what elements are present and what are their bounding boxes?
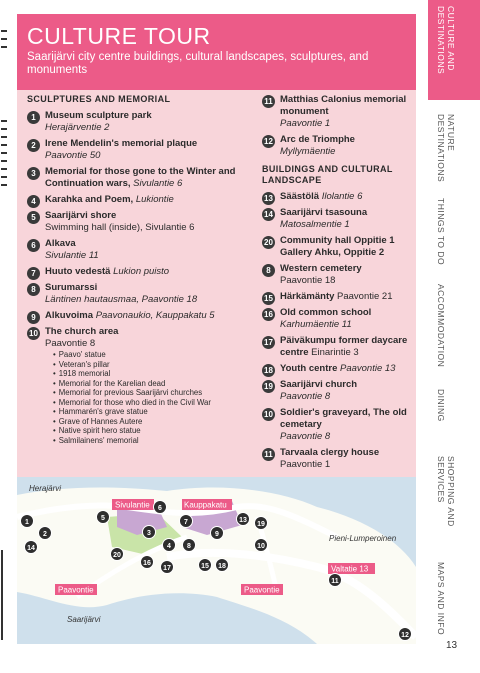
item-name: Saarijärvi church bbox=[280, 379, 358, 390]
tab-nature-destinations[interactable] bbox=[428, 108, 480, 196]
list-item bbox=[262, 447, 414, 471]
marker-number: 6 bbox=[27, 239, 40, 252]
map-label-pieni-lumperoinen: Pieni-Lumperoinen bbox=[329, 534, 397, 543]
tab-label: CULTURE AND DESTINATIONS bbox=[436, 6, 456, 75]
map-marker-label: 19 bbox=[257, 520, 265, 528]
page-number: 13 bbox=[446, 640, 458, 651]
item-name: Memorial for those gone to the Winter and Continuation wars, bbox=[45, 166, 236, 189]
marker-number: 5 bbox=[27, 211, 40, 224]
item-name: Karahka and Poem, bbox=[45, 194, 134, 205]
item-address: Paavontie 1 bbox=[280, 459, 331, 470]
map-marker-label: 2 bbox=[43, 530, 47, 538]
item-name: Härkämänty bbox=[280, 291, 335, 302]
tab-label: MAPS AND INFO bbox=[436, 562, 446, 636]
item-name: Youth centre bbox=[280, 363, 338, 374]
map-label-saarijarvi: Saarijärvi bbox=[67, 615, 101, 624]
item-name: The church area bbox=[45, 326, 119, 337]
item-address: Einarintie 3 bbox=[311, 347, 359, 358]
item-name: Arc de Triomphe bbox=[280, 134, 355, 145]
marker-number: 11 bbox=[262, 448, 275, 461]
tab-accommodation[interactable] bbox=[428, 278, 480, 378]
list-item bbox=[262, 263, 414, 287]
buildings-column bbox=[262, 94, 414, 475]
tab-label: DINING bbox=[436, 389, 446, 422]
item-name: Alkava bbox=[45, 238, 76, 249]
tab-things-to-do[interactable] bbox=[428, 192, 480, 272]
marker-number: 20 bbox=[262, 236, 275, 249]
page-title: CULTURE TOUR bbox=[27, 23, 211, 49]
item-address: Paavontie 13 bbox=[340, 363, 396, 374]
marker-number: 12 bbox=[262, 135, 275, 148]
tab-label: ACCOMMODATION bbox=[436, 284, 446, 368]
item-address: Paavonaukio, Kauppakatu 5 bbox=[95, 310, 215, 321]
item-name: Saarijärvi shore bbox=[45, 210, 117, 221]
list-item bbox=[262, 291, 414, 303]
item-address: Matosalmentie 1 bbox=[280, 219, 350, 230]
page-subtitle: Saarijärvi city centre buildings, cultural landscapes, sculptures, and monuments bbox=[27, 51, 369, 76]
list-item bbox=[27, 238, 259, 262]
marker-number: 2 bbox=[27, 139, 40, 152]
left-edge-marks bbox=[0, 30, 14, 630]
map-marker-label: 8 bbox=[187, 542, 191, 550]
list-item bbox=[27, 138, 259, 162]
item-name: Huuto vedestä bbox=[45, 266, 111, 277]
list-item bbox=[262, 335, 414, 359]
map-marker-label: 17 bbox=[163, 564, 171, 572]
side-navigation bbox=[428, 0, 480, 673]
culture-tour-panel bbox=[17, 14, 416, 644]
item-name: Säästölä bbox=[280, 191, 320, 202]
item-name: Irene Mendelin's memorial plaque bbox=[45, 138, 198, 149]
bullet-item: • Memorial for those who died in the Civil War bbox=[53, 398, 259, 408]
marker-number: 10 bbox=[262, 408, 275, 421]
map-marker-label: 7 bbox=[184, 518, 188, 526]
item-address: Paavontie 8 bbox=[280, 431, 331, 442]
marker-number: 1 bbox=[27, 111, 40, 124]
bullet-item: • Native spirit hero statue bbox=[53, 426, 259, 436]
map-marker-label: 20 bbox=[113, 551, 121, 559]
list-item bbox=[262, 363, 414, 375]
sculptures-column bbox=[27, 94, 259, 449]
tab-maps-and-info[interactable] bbox=[428, 556, 480, 636]
map-marker-label: 14 bbox=[27, 544, 35, 552]
item-address: Läntinen hautausmaa, Paavontie 18 bbox=[45, 294, 198, 305]
map-marker-label: 9 bbox=[215, 530, 219, 538]
marker-number: 9 bbox=[27, 311, 40, 324]
item-address: Paavontie 8 bbox=[45, 338, 96, 349]
list-item bbox=[27, 110, 259, 134]
road-tag-sivulantie: Sivulantie bbox=[115, 500, 150, 510]
item-address: Myllymäentie bbox=[280, 146, 336, 157]
map-marker-label: 11 bbox=[331, 577, 339, 585]
map-marker-label: 1 bbox=[25, 518, 29, 526]
bullet-item: • Salmilainens' memorial bbox=[53, 436, 259, 446]
road-tag-kauppakatu: Kauppakatu bbox=[184, 500, 227, 510]
marker-number: 19 bbox=[262, 380, 275, 393]
item-address: Lukiontie bbox=[135, 194, 174, 205]
list-item bbox=[262, 379, 414, 403]
marker-number: 10 bbox=[27, 327, 40, 340]
item-address: Ilolantie 6 bbox=[321, 191, 363, 202]
map-marker-label: 13 bbox=[239, 516, 247, 524]
item-address: Paavontie 21 bbox=[337, 291, 393, 302]
list-item bbox=[27, 310, 259, 322]
item-address: Karhumäentie 11 bbox=[280, 319, 352, 330]
bullet-item: • 1918 memorial bbox=[53, 369, 259, 379]
list-item bbox=[262, 134, 414, 158]
item-address: Paavontie 18 bbox=[280, 275, 336, 286]
list-item bbox=[262, 407, 414, 443]
map-marker-label: 12 bbox=[401, 631, 409, 639]
bullet-item: • Hammarén's grave statue bbox=[53, 407, 259, 417]
list-item bbox=[27, 194, 259, 206]
map-marker-label: 10 bbox=[257, 542, 265, 550]
item-address: Herajärventie 2 bbox=[45, 122, 110, 133]
tab-culture-and-destinations[interactable] bbox=[428, 0, 480, 100]
list-item bbox=[27, 210, 259, 234]
item-name: Matthias Calonius memorial monument bbox=[280, 94, 407, 117]
item-name: Community hall Oppitie 1 Gallery Ahku, Oppitie 2 bbox=[280, 235, 395, 258]
map-marker-label: 6 bbox=[158, 504, 162, 512]
city-map[interactable] bbox=[17, 477, 416, 644]
page-header bbox=[17, 14, 416, 90]
list-item bbox=[27, 282, 259, 306]
marker-number: 17 bbox=[262, 336, 275, 349]
bullet-item: • Memorial for the Karelian dead bbox=[53, 379, 259, 389]
marker-number: 15 bbox=[262, 292, 275, 305]
bullet-item: • Memorial for previous Saarijärvi churches bbox=[53, 388, 259, 398]
item-name: Tarvaala clergy house bbox=[280, 447, 380, 458]
tab-label: SHOPPING AND SERVICES bbox=[436, 456, 456, 527]
item-name: Surumarssi bbox=[45, 282, 98, 293]
map-marker-label: 3 bbox=[147, 529, 151, 537]
tab-shopping-and-services[interactable] bbox=[428, 450, 480, 550]
item-name: Western cemetery bbox=[280, 263, 362, 274]
item-name: Soldier's graveyard, The old cemetary bbox=[280, 407, 407, 430]
bullet-item: • Grave of Hannes Autere bbox=[53, 417, 259, 427]
item-address: Swimming hall (inside), Sivulantie 6 bbox=[45, 222, 195, 233]
list-item bbox=[262, 207, 414, 231]
bullet-item: • Paavo' statue bbox=[53, 350, 259, 360]
map-marker-label: 4 bbox=[167, 542, 171, 550]
section-title-sculptures: SCULPTURES AND MEMORIAL bbox=[27, 94, 171, 104]
marker-number: 8 bbox=[27, 283, 40, 296]
marker-number: 11 bbox=[262, 95, 275, 108]
marker-number: 8 bbox=[262, 264, 275, 277]
section-title-buildings: BUILDINGS AND CULTURAL LANDSCAPE bbox=[262, 164, 393, 185]
item-name: Alkuvoima bbox=[45, 310, 94, 321]
tab-dining[interactable] bbox=[428, 383, 480, 443]
tab-label: THINGS TO DO bbox=[436, 198, 446, 266]
marker-number: 13 bbox=[262, 192, 275, 205]
item-name: Päiväkumpu former daycare centre bbox=[280, 335, 408, 358]
map-marker-label: 5 bbox=[101, 514, 105, 522]
list-item bbox=[262, 94, 414, 130]
list-item-church-area bbox=[27, 326, 259, 445]
road-tag-paavontie: Paavontie bbox=[58, 585, 94, 595]
map-label-herajarvi: Herajärvi bbox=[29, 484, 62, 493]
item-address: Lukion puisto bbox=[113, 266, 170, 277]
item-name: Saarijärvi tsasouna bbox=[280, 207, 368, 218]
church-area-bullets bbox=[45, 350, 259, 445]
item-address: Sivulantie 11 bbox=[45, 250, 99, 261]
list-item bbox=[27, 166, 259, 190]
item-name: Old common school bbox=[280, 307, 372, 318]
road-tag-paavontie: Paavontie bbox=[244, 585, 280, 595]
item-address: Paavontie 8 bbox=[280, 391, 331, 402]
marker-number: 16 bbox=[262, 308, 275, 321]
list-item bbox=[262, 307, 414, 331]
map-marker-label: 18 bbox=[218, 562, 226, 570]
item-name: Museum sculpture park bbox=[45, 110, 152, 121]
marker-number: 14 bbox=[262, 208, 275, 221]
list-item bbox=[262, 191, 414, 203]
map-graphic bbox=[17, 477, 416, 644]
list-item bbox=[27, 266, 259, 278]
marker-number: 4 bbox=[27, 195, 40, 208]
item-address: Sivulantie 6 bbox=[133, 178, 183, 189]
tab-label: NATURE DESTINATIONS bbox=[436, 114, 456, 183]
marker-number: 7 bbox=[27, 267, 40, 280]
item-address: Paavontie 1 bbox=[280, 118, 331, 129]
item-address: Paavontie 50 bbox=[45, 150, 101, 161]
marker-number: 3 bbox=[27, 167, 40, 180]
bullet-item: • Veteran's pillar bbox=[53, 360, 259, 370]
marker-number: 18 bbox=[262, 364, 275, 377]
list-item bbox=[262, 235, 414, 259]
map-marker-label: 16 bbox=[143, 559, 151, 567]
map-marker-label: 15 bbox=[201, 562, 209, 570]
road-tag-valtatie: Valtatie 13 bbox=[331, 564, 369, 574]
